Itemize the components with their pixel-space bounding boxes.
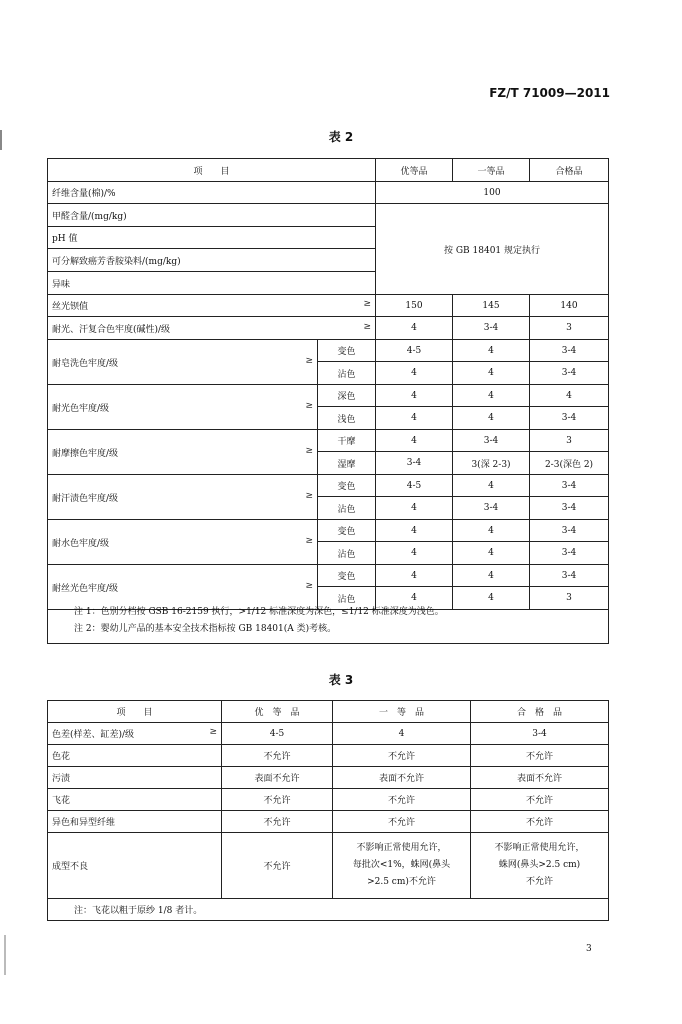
- sub-label: 沾色: [318, 587, 376, 610]
- sub-label: 沾色: [318, 362, 376, 385]
- cell-value: 不允许: [222, 833, 333, 899]
- cell-value: 4: [376, 497, 453, 520]
- table-row: [48, 340, 609, 362]
- label-text: 色花: [52, 752, 71, 762]
- gb-18401-cell: 按 GB 18401 规定执行: [376, 204, 609, 295]
- sub-label: 深色: [318, 385, 376, 407]
- cell-value: 4: [453, 385, 530, 407]
- ge-sign: ≥: [305, 490, 313, 501]
- cell-value: 2-3(深色 2): [530, 452, 609, 475]
- table-row: [48, 385, 609, 407]
- cell-value: 不允许: [222, 811, 333, 833]
- cell-value: 4: [453, 542, 530, 565]
- cell-value: 3-4: [471, 723, 609, 745]
- page-number: 3: [586, 944, 592, 954]
- row-label: 甲醛含量/(mg/kg): [48, 204, 376, 227]
- scan-edge-mark: [4, 935, 6, 975]
- cell-value: 4: [453, 340, 530, 362]
- table2: [47, 158, 609, 610]
- header-superior: 优等品: [376, 159, 453, 182]
- table-row: [48, 565, 609, 587]
- row-label: [48, 295, 376, 317]
- cell-value: 不允许: [471, 745, 609, 767]
- table-row: [48, 430, 609, 452]
- cell-line: 不影响正常使用允许，: [494, 843, 585, 853]
- table-row: [48, 182, 609, 204]
- cell-value: 3: [530, 317, 609, 340]
- label-text: 异色和异型纤维: [52, 818, 116, 828]
- row-label: [48, 767, 222, 789]
- table-row: [48, 899, 609, 921]
- cell-value: 3-4: [530, 340, 609, 362]
- table2-notes: [47, 599, 609, 644]
- cell-value: 不允许: [222, 745, 333, 767]
- cell-line: 每批次<1%，蛛网(鼻头: [352, 860, 451, 870]
- cell-value: 4-5: [376, 475, 453, 497]
- table-row: [48, 475, 609, 497]
- cell-value: 不允许: [333, 811, 471, 833]
- header-qualified: 合 格 品: [471, 701, 609, 723]
- header-qualified: 合格品: [530, 159, 609, 182]
- row-label: [48, 789, 222, 811]
- cell-value: 3-4: [530, 475, 609, 497]
- label-text: 耐摩擦色牢度/级: [52, 448, 119, 459]
- ge-sign: ≥: [305, 355, 313, 366]
- ge-sign: ≥: [363, 299, 372, 309]
- cell-value: 不允许: [333, 745, 471, 767]
- table-row: [48, 520, 609, 542]
- cell-value: 4-5: [222, 723, 333, 745]
- cell-value: 不允许: [471, 811, 609, 833]
- cell-value: 4: [376, 565, 453, 587]
- sub-label: 变色: [318, 475, 376, 497]
- group-label: [48, 340, 318, 385]
- cell-value: 3-4: [530, 520, 609, 542]
- cell-value: 3-4: [530, 542, 609, 565]
- sub-label: 湿摩: [318, 452, 376, 475]
- table-row: [48, 204, 609, 227]
- cell-value: 145: [453, 295, 530, 317]
- label-text: 丝光钡值: [52, 302, 89, 312]
- notes-cell: [48, 599, 609, 643]
- header-item: 项 目: [48, 701, 222, 723]
- cell-value: 4: [376, 430, 453, 452]
- cell-value: 4: [453, 587, 530, 610]
- cell-value: 4: [453, 565, 530, 587]
- table-row: [48, 767, 609, 789]
- table-row: [48, 317, 609, 340]
- ge-sign: ≥: [305, 445, 313, 456]
- cell-value: [333, 833, 471, 899]
- cell-line: 不影响正常使用允许，: [356, 843, 447, 853]
- cell-value: 4: [453, 407, 530, 430]
- ge-sign: ≥: [209, 727, 217, 737]
- cell-value: 4: [376, 385, 453, 407]
- cell-value: 4: [453, 475, 530, 497]
- cell-value: 4: [376, 317, 453, 340]
- cell-value: 140: [530, 295, 609, 317]
- sub-label: 沾色: [318, 542, 376, 565]
- header-superior: 优 等 品: [222, 701, 333, 723]
- cell-value: 3-4: [376, 452, 453, 475]
- cell-value: 4: [376, 407, 453, 430]
- header-first: 一 等 品: [333, 701, 471, 723]
- sub-label: 变色: [318, 520, 376, 542]
- cell-value: 不允许: [471, 789, 609, 811]
- ge-sign: ≥: [305, 535, 313, 546]
- cell-value: 100: [376, 182, 609, 204]
- label-text: 污渍: [52, 774, 71, 784]
- cell-value: 4: [453, 520, 530, 542]
- group-label: [48, 430, 318, 475]
- cell-value: 4-5: [376, 340, 453, 362]
- cell-value: 表面不允许: [222, 767, 333, 789]
- cell-value: 4: [376, 362, 453, 385]
- label-text: 飞花: [52, 796, 71, 806]
- row-label: [48, 317, 376, 340]
- cell-value: 表面不允许: [471, 767, 609, 789]
- table-row: [48, 833, 609, 899]
- label-text: 耐水色牢度/级: [52, 538, 110, 549]
- table-row: [48, 811, 609, 833]
- cell-value: 3-4: [530, 407, 609, 430]
- label-text: 耐丝光色牢度/级: [52, 583, 119, 594]
- table-row: [48, 745, 609, 767]
- note-2: 注 2：婴幼儿产品的基本安全技术指标按 GB 18401(A 类)考核。: [74, 623, 337, 634]
- table3-caption: 表 3: [328, 673, 354, 687]
- cell-value: 4: [376, 520, 453, 542]
- table-row: [48, 723, 609, 745]
- row-label: pH 值: [48, 227, 376, 249]
- sub-label: 沾色: [318, 497, 376, 520]
- row-label: [48, 745, 222, 767]
- row-label: [48, 811, 222, 833]
- cell-value: [471, 833, 609, 899]
- sub-label: 变色: [318, 340, 376, 362]
- table3-note: 注：飞花以粗于原纱 1/8 者计。: [48, 899, 609, 921]
- label-text: 色差(样差、缸差)/级: [52, 730, 135, 740]
- table3: [47, 700, 609, 921]
- cell-value: 不允许: [333, 789, 471, 811]
- cell-value: 3: [530, 587, 609, 610]
- cell-value: 4: [530, 385, 609, 407]
- note-1: 注 1：色别分档按 GSB 16-2159 执行，>1/12 标准深度为深色，≤1/12 标准深度为浅色。: [74, 606, 444, 617]
- sub-label: 变色: [318, 565, 376, 587]
- group-label: [48, 385, 318, 430]
- cell-value: 3-4: [453, 497, 530, 520]
- sub-label: 干摩: [318, 430, 376, 452]
- cell-value: 表面不允许: [333, 767, 471, 789]
- ge-sign: ≥: [305, 580, 313, 591]
- table3-header-row: [48, 701, 609, 723]
- cell-value: 3(深 2-3): [453, 452, 530, 475]
- header-item: 项 目: [48, 159, 376, 182]
- cell-value: 3-4: [453, 430, 530, 452]
- cell-value: 3-4: [530, 565, 609, 587]
- table2-caption: 表 2: [328, 130, 354, 144]
- sub-label: 浅色: [318, 407, 376, 430]
- cell-value: 不允许: [222, 789, 333, 811]
- label-text: 耐光、汗复合色牢度(碱性)/级: [52, 324, 171, 335]
- label-text: 耐光色牢度/级: [52, 403, 110, 414]
- cell-value: 4: [453, 362, 530, 385]
- cell-line: 蛛网(鼻头>2.5 cm): [498, 860, 581, 870]
- row-label: [48, 723, 222, 745]
- ge-sign: ≥: [305, 400, 313, 411]
- group-label: [48, 520, 318, 565]
- row-label: 成型不良: [48, 833, 222, 899]
- label-text: 耐皂洗色牢度/级: [52, 358, 119, 369]
- cell-value: 3: [530, 430, 609, 452]
- ge-sign: ≥: [363, 321, 372, 332]
- row-label: 异味: [48, 272, 376, 295]
- cell-value: 3-4: [530, 497, 609, 520]
- cell-value: 3-4: [453, 317, 530, 340]
- cell-value: 150: [376, 295, 453, 317]
- cell-line: >2.5 cm)不允许: [367, 877, 436, 887]
- table-row: [48, 295, 609, 317]
- cell-value: 4: [333, 723, 471, 745]
- group-label: [48, 475, 318, 520]
- cell-line: 不允许: [525, 877, 553, 887]
- cell-value: 4: [376, 542, 453, 565]
- standard-number: FZ/T 71009—2011: [489, 86, 610, 100]
- row-label: 可分解致癌芳香胺染料/(mg/kg): [48, 249, 376, 272]
- cell-value: 3-4: [530, 362, 609, 385]
- cell-value: 4: [376, 587, 453, 610]
- table2-header-row: [48, 159, 609, 182]
- header-first: 一等品: [453, 159, 530, 182]
- label-text: 耐汗渍色牢度/级: [52, 493, 119, 504]
- table-row: [48, 789, 609, 811]
- row-label: 纤维含量(棉)/%: [48, 182, 376, 204]
